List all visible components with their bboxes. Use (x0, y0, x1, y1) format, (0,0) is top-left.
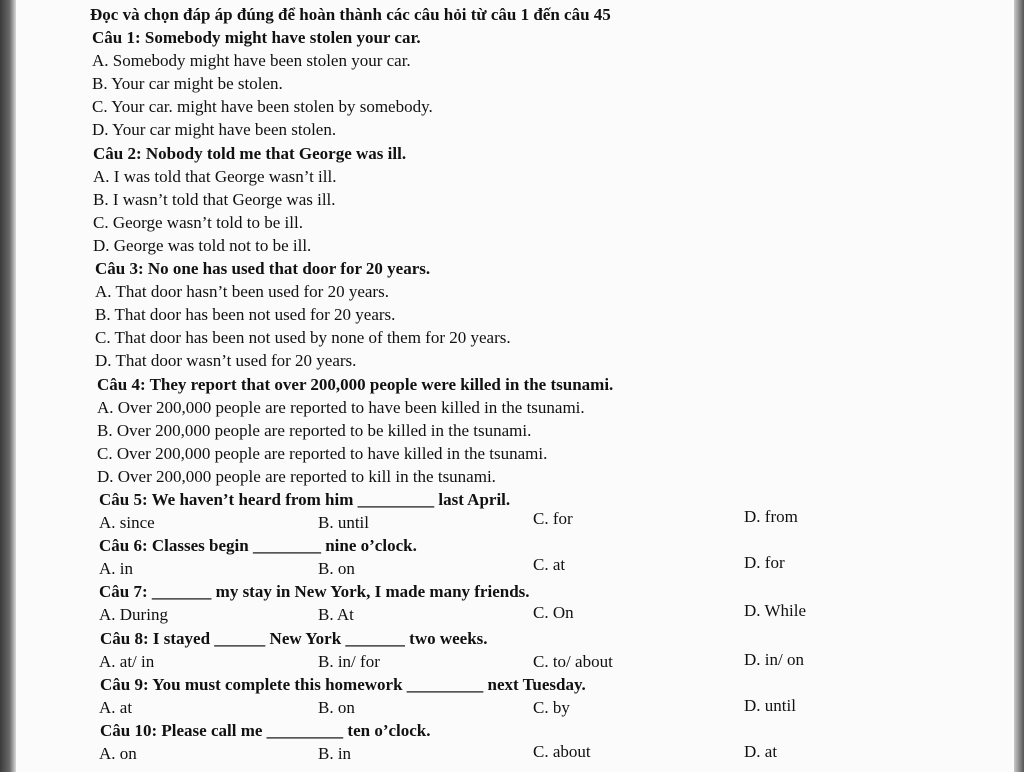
question-9-blank: _________ (406, 674, 484, 694)
question-10-option-a: A. on (99, 744, 137, 763)
question-9-prompt (90, 673, 990, 696)
scan-right-shadow (1014, 0, 1024, 772)
question-3 (90, 257, 990, 372)
question-6 (90, 534, 990, 580)
question-10-option-c: C. about (533, 742, 591, 761)
question-7 (90, 580, 990, 626)
question-3-option-a: A. That door hasn’t been used for 20 years. (95, 282, 389, 302)
question-5-option-a: A. since (99, 513, 155, 533)
question-3-option-c: C. That door has been not used by none of them for 20 years. (95, 328, 511, 348)
question-7-text-2: my stay in New York, I made many friends. (215, 582, 530, 602)
question-9-option-b: B. on (318, 697, 355, 717)
question-8-text-2: New York (269, 628, 342, 648)
question-2-option-c: C. George wasn’t told to be ill. (93, 212, 303, 232)
question-5 (90, 488, 990, 534)
question-2-prompt: Câu 2: Nobody told me that George was ill. (93, 143, 407, 163)
question-4 (90, 373, 990, 488)
question-1-option-d: D. Your car might have been stolen. (92, 120, 337, 140)
question-8-option-c: C. to/ about (533, 651, 613, 671)
question-6-text-2: nine o’clock. (325, 536, 417, 556)
question-6-option-b: B. on (318, 559, 355, 579)
question-8 (90, 627, 990, 673)
question-6-option-c: C. at (533, 555, 566, 575)
question-4-option-b: B. Over 200,000 people are reported to be killed in the tsunami. (97, 420, 532, 440)
question-4-option-d: D. Over 200,000 people are reported to kill in the tsunami. (97, 466, 496, 486)
question-7-options (90, 603, 990, 626)
question-9-text-1: Câu 9: You must complete this homework (100, 674, 403, 694)
question-1-option-b: B. Your car might be stolen. (92, 74, 283, 94)
question-6-option-d: D. for (744, 553, 785, 573)
question-1 (90, 26, 990, 141)
question-1-prompt: Câu 1: Somebody might have stolen your car. (92, 28, 421, 48)
question-6-text-1: Câu 6: Classes begin (99, 536, 249, 556)
question-9-options (90, 696, 990, 719)
document-page (16, 0, 1014, 772)
question-5-text-2: last April. (438, 489, 511, 509)
question-7-option-a: A. During (99, 605, 168, 625)
question-10-prompt (90, 719, 990, 742)
question-8-option-b: B. in/ for (318, 651, 380, 671)
question-5-option-d: D. from (744, 507, 798, 527)
question-6-blank: ________ (252, 536, 321, 556)
question-8-option-a: A. at/ in (99, 651, 155, 671)
document-content (90, 3, 990, 765)
question-5-text-1: Câu 5: We haven’t heard from him (99, 489, 354, 509)
question-7-text-1: Câu 7: (99, 582, 148, 602)
instructions-title: Đọc và chọn đáp áp đúng để hoàn thành các câu hỏi từ câu 1 đến câu 45 (90, 5, 611, 24)
question-2-option-d: D. George was told not to be ill. (93, 235, 312, 255)
question-4-option-a: A. Over 200,000 people are reported to have been killed in the tsunami. (97, 397, 585, 417)
question-7-blank: _______ (151, 582, 212, 602)
question-3-option-b: B. That door has been not used for 20 years. (95, 305, 396, 325)
question-8-options (90, 650, 990, 673)
question-7-option-c: C. On (533, 603, 574, 623)
question-4-option-c: C. Over 200,000 people are reported to have killed in the tsunami. (97, 443, 548, 463)
question-10-option-b: B. in (318, 744, 352, 763)
question-2-option-b: B. I wasn’t told that George was ill. (93, 189, 336, 209)
question-9-option-d: D. until (744, 695, 796, 715)
question-7-prompt (90, 580, 990, 603)
question-10-text-2: ten o’clock. (347, 720, 431, 740)
question-8-blank-2: _______ (345, 628, 405, 648)
question-10-options (90, 742, 990, 765)
question-2 (90, 142, 990, 257)
question-10-text-1: Câu 10: Please call me (100, 720, 263, 740)
question-7-option-d: D. While (744, 601, 807, 621)
question-1-option-a: A. Somebody might have been stolen your car. (92, 51, 411, 71)
question-9-text-2: next Tuesday. (487, 674, 586, 694)
question-8-option-d: D. in/ on (744, 649, 804, 669)
question-8-text-3: two weeks. (409, 628, 488, 648)
question-8-blank-1: ______ (214, 628, 266, 648)
question-5-blank: _________ (357, 489, 435, 509)
question-7-option-b: B. At (318, 605, 354, 625)
question-3-option-d: D. That door wasn’t used for 20 years. (95, 351, 357, 371)
question-5-options (90, 507, 990, 534)
question-10 (90, 719, 990, 765)
question-10-option-d: D. at (744, 742, 778, 761)
question-2-option-a: A. I was told that George wasn’t ill. (93, 166, 337, 186)
question-4-prompt: Câu 4: They report that over 200,000 people were killed in the tsunami. (97, 374, 614, 394)
question-8-prompt (90, 627, 990, 650)
question-1-option-c: C. Your car. might have been stolen by somebody. (92, 97, 433, 117)
question-10-blank: _________ (266, 720, 344, 740)
question-9-option-c: C. by (533, 697, 570, 717)
question-6-option-a: A. in (99, 559, 133, 579)
question-6-options (90, 553, 990, 580)
question-3-prompt: Câu 3: No one has used that door for 20 years. (95, 259, 431, 279)
question-8-text-1: Câu 8: I stayed (100, 628, 211, 648)
question-5-option-c: C. for (533, 509, 573, 529)
question-5-option-b: B. until (318, 513, 370, 533)
scan-left-shadow (0, 0, 16, 772)
question-9-option-a: A. at (99, 697, 133, 717)
question-9 (90, 673, 990, 719)
